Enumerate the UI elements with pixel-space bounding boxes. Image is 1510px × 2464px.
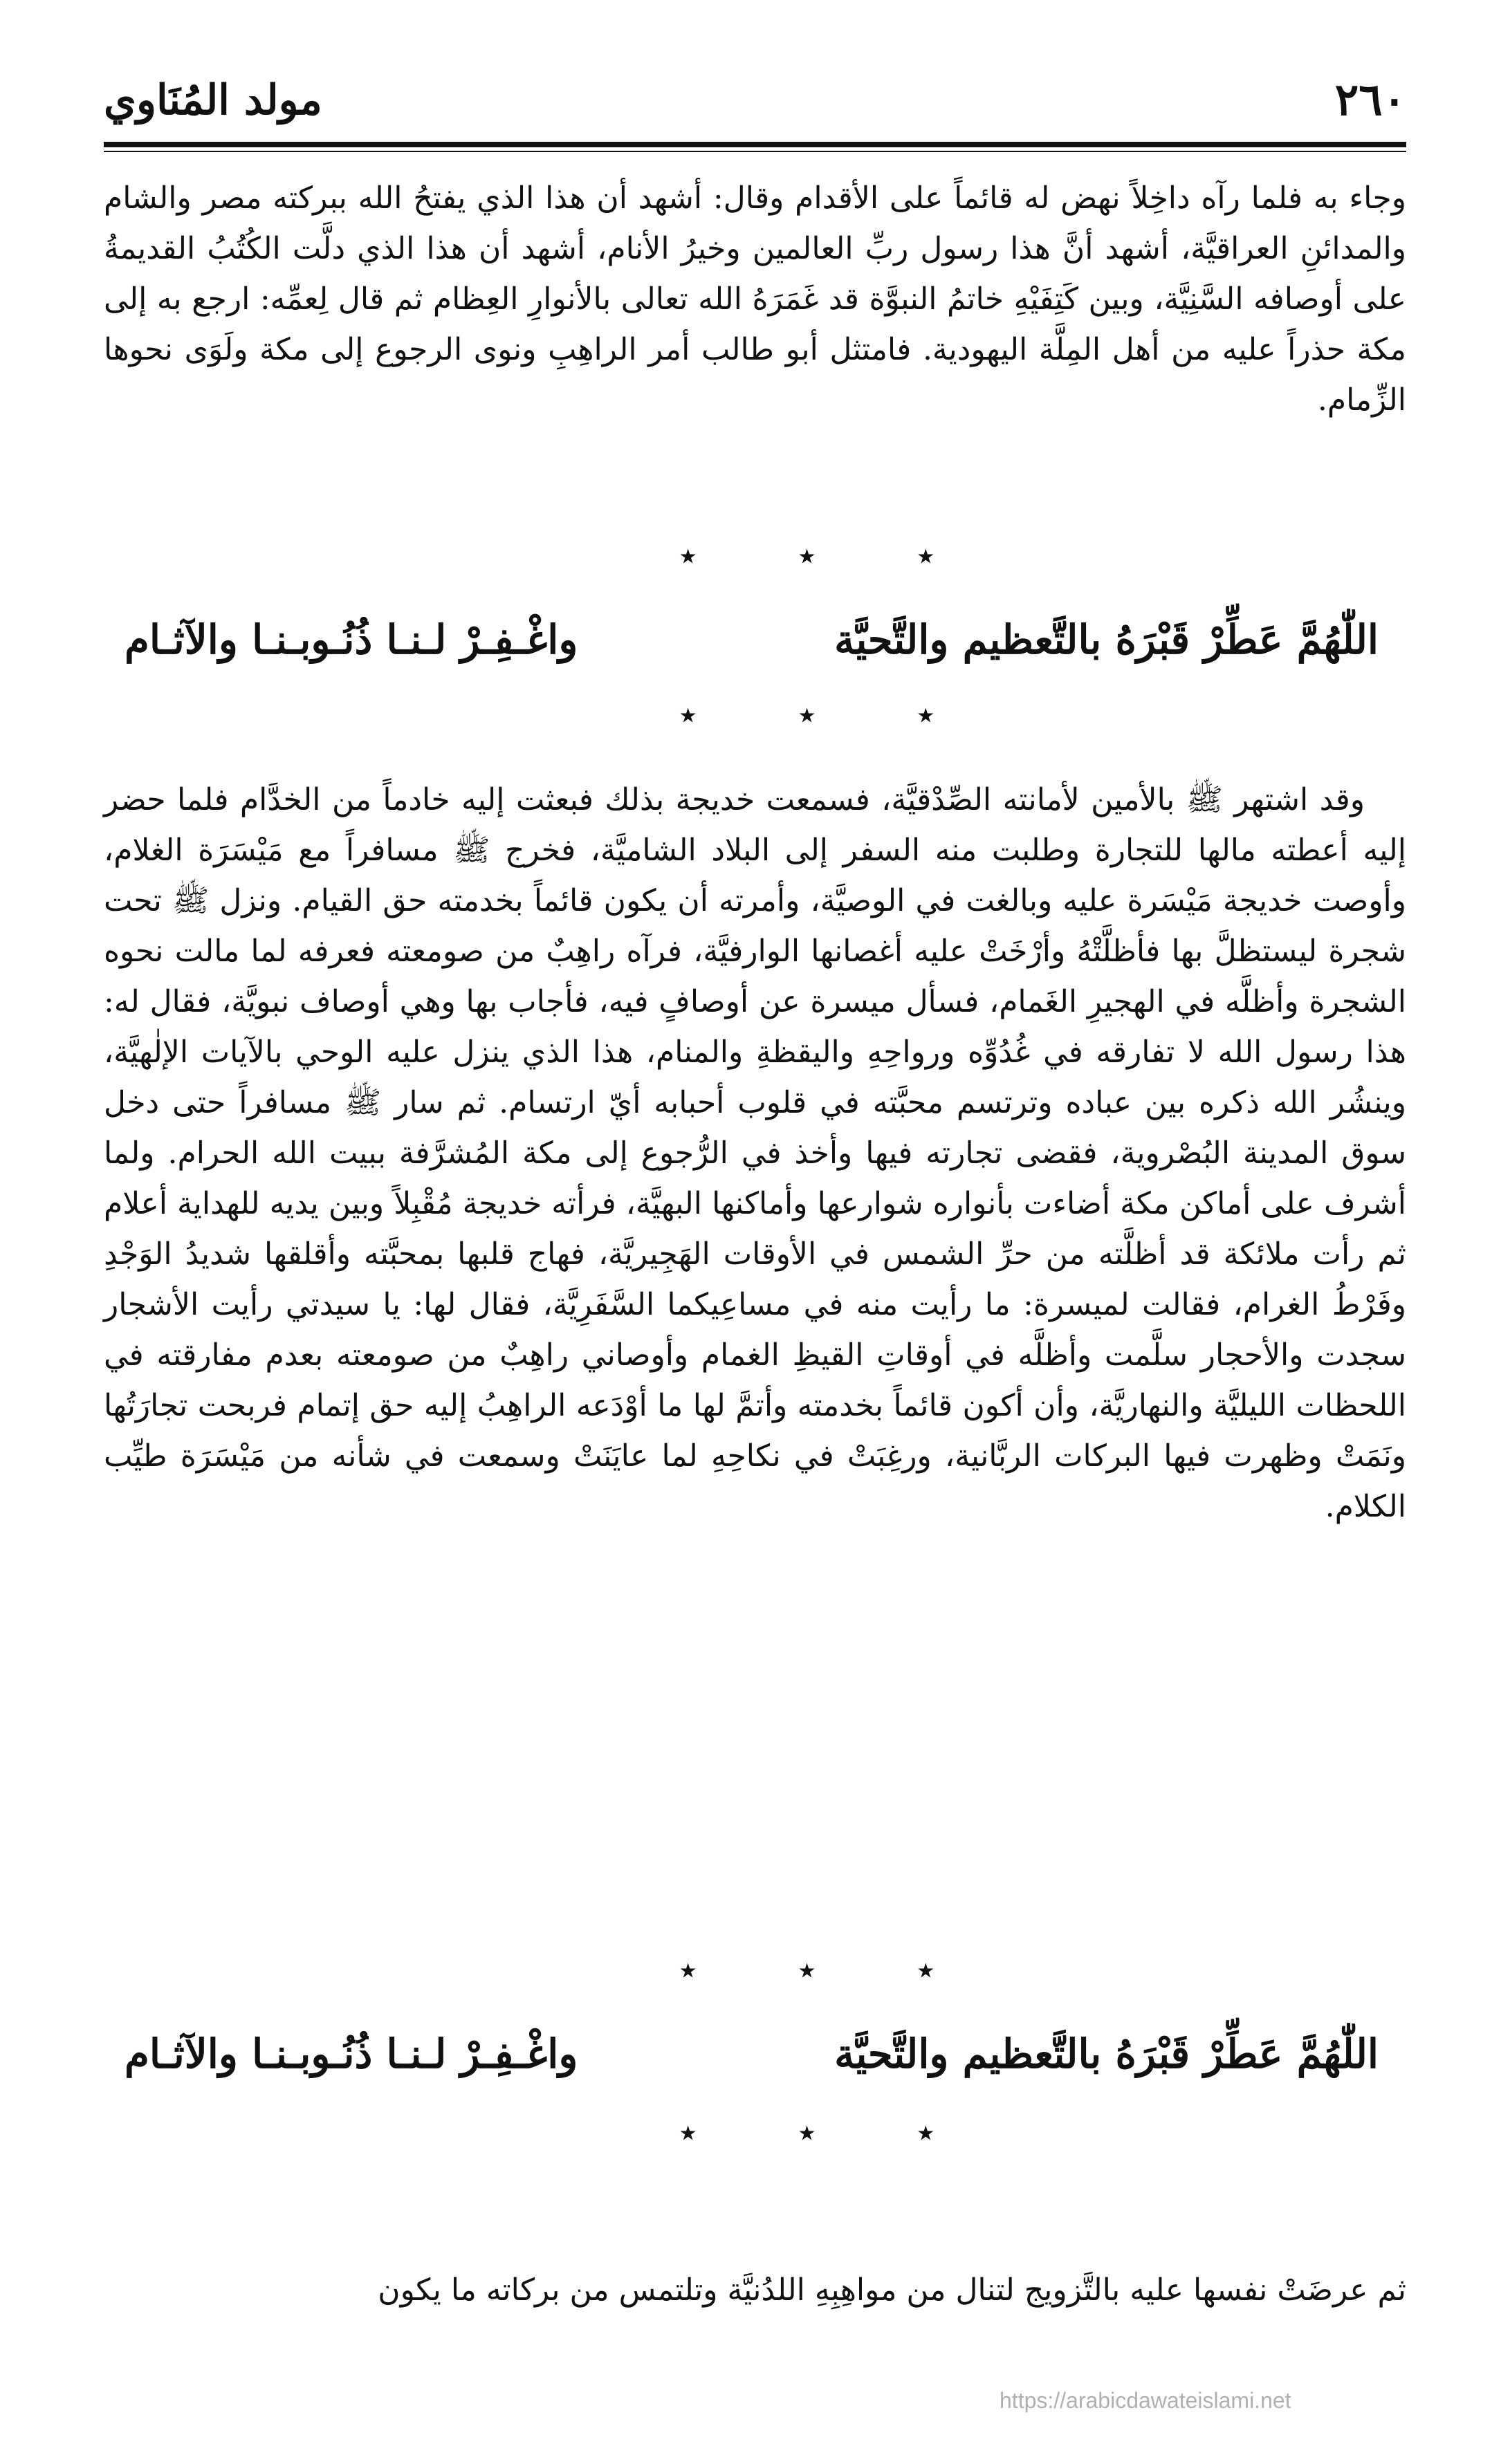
star-mark: ٭ [918,2116,934,2149]
star-mark: ٭ [680,539,696,572]
star-mark: ٭ [680,698,696,731]
running-title: مولد المُنَاوي [104,76,322,124]
watermark-url: https://arabicdawateislami.net [1000,2388,1291,2413]
star-mark: ٭ [799,2116,815,2149]
salawat-line-1 [125,609,1379,671]
salawat-first-half: اللّٰهُمَّ عَطِّرْ قَبْرَهُ بالتَّعظيم والتَّحيَّة [834,2030,1379,2077]
separator-stars-top-2 [0,1954,1510,1986]
star-mark: ٭ [799,539,815,572]
star-mark: ٭ [680,1954,696,1986]
salawat-line-2 [125,2023,1379,2085]
star-mark: ٭ [918,1954,934,1986]
salawat-first-half: اللّٰهُمَّ عَطِّرْ قَبْرَهُ بالتَّعظيم والتَّحيَّة [834,616,1379,663]
star-mark: ٭ [918,698,934,731]
paragraph-1: وجاء به فلما رآه داخِلاً نهض له قائماً على الأقدام وقال: أشهد أن هذا الذي يفتحُ الله ببركته مصر والشام والمدائنِ العراقيَّة، أشهد أنَّ هذا رسول ربِّ العالمين وخيرُ الأنام، أشهد أن هذا الذي دلَّت الكُتُبُ القديمةُ على أوصافه السَّنِيَّة، وبين كَتِفَيْهِ خاتمُ النبوَّة قد غَمَرَهُ الله تعالى بالأنوارِ العِظام ثم قال لِعمِّه: ارجع به إلى مكة حذراً عليه من أهل المِلَّة اليهودية. فامتثل أبو طالب أمر الراهِبِ ونوى الرجوع إلى مكة ولَوَى نحوها الزِّمام. [104,180,1406,418]
star-mark: ٭ [680,2116,696,2149]
separator-stars-top-1 [0,539,1510,572]
star-mark: ٭ [799,1954,815,1986]
page-number: ٢٦٠ [1334,74,1406,126]
header-rule [104,142,1406,147]
star-mark: ٭ [799,698,815,731]
star-mark: ٭ [918,539,934,572]
header-rule-thin [104,151,1406,152]
paragraph-2: وقد اشتهر ﷺ بالأمين لأمانته الصِّدْقيَّة، فسمعت خديجة بذلك فبعثت إليه خادماً من الخدَّام فلما حضر إليه أعطته مالها للتجارة وطلبت منه السفر إلى البلاد الشاميَّة، فخرج ﷺ مسافراً مع مَيْسَرَة الغلام، وأوصت خديجة مَيْسَرة عليه وبالغت في الوصيَّة، وأمرته أن يكون قائماً بخدمته حق القيام. ونزل ﷺ تحت شجرة ليستظلَّ بها فأظلَّتْهُ وأرْخَتْ عليه أغصانها الوارفيَّة، فرآه راهِبٌ من صومعته فعرفه لما مالت نحوه الشجرة وأظلَّه في الهجيرِ الغَمام، فسأل ميسرة عن أوصافٍ فيه، فأجاب بها وهي أوصاف نبويَّة، فقال له: هذا رسول الله لا تفارقه في غُدُوِّه ورواحِهِ واليقظةِ والمنام، هذا الذي ينزل عليه الوحي بالآيات الإلٰهيَّة، وينشُر الله ذكره بين عباده وترتسم محبَّته في قلوب أحبابه أيّ ارتسام. ثم سار ﷺ مسافراً حتى دخل سوق المدينة البُصْروية، فقضى تجارته فيها وأخذ في الرُّجوع إلى مكة المُشرَّفة ببيت الله الحرام. ولما أشرف على أماكن مكة أضاءت بأنواره شوارعها وأماكنها البهيَّة، فرأته خديجة مُقْبِلاً وبين يديه للهداية أعلام ثم رأت ملائكة قد أظلَّته من حرِّ الشمس في الأوقات الهَجِيريَّة، فهاج قلبها بمحبَّته وأقلقها شديدُ الوَجْدِ وفَرْطُ الغرام، فقالت لميسرة: ما رأيت منه في مساعِيكما السَّفَرِيَّة، فقال لها: يا سيدتي رأيت الأشجار سجدت والأحجار سلَّمت وأظلَّه في أوقاتِ القيظِ الغمام وأوصاني راهِبٌ من صومعته بعدم مفارقته في اللحظات الليليَّة والنهاريَّة، وأن أكون قائماً بخدمته وأتمَّ لها ما أوْدَعه الراهِبُ إليه حق إتمام فربحت تجارَتُها ونَمَتْ وظهرت فيها البركات الربَّانية، ورغِبَتْ في نكاحِهِ لما عايَنَتْ وسمعت في شأنه من مَيْسَرَة طيِّب الكلام. [104,782,1407,1524]
separator-stars-bottom-2 [0,2116,1510,2149]
salawat-second-half: واغْـفِـرْ لـنـا ذُنُـوبـنـا والآثـام [125,616,578,663]
paragraph-3: ثم عرضَتْ نفسها عليه بالتَّزويج لتنال من مواهِبِهِ اللدُنيَّة وتلتمس من بركاته ما يكون [378,2272,1406,2308]
page-header [104,66,1406,142]
salawat-second-half: واغْـفِـرْ لـنـا ذُنُـوبـنـا والآثـام [125,2030,578,2077]
separator-stars-bottom-1 [0,698,1510,731]
